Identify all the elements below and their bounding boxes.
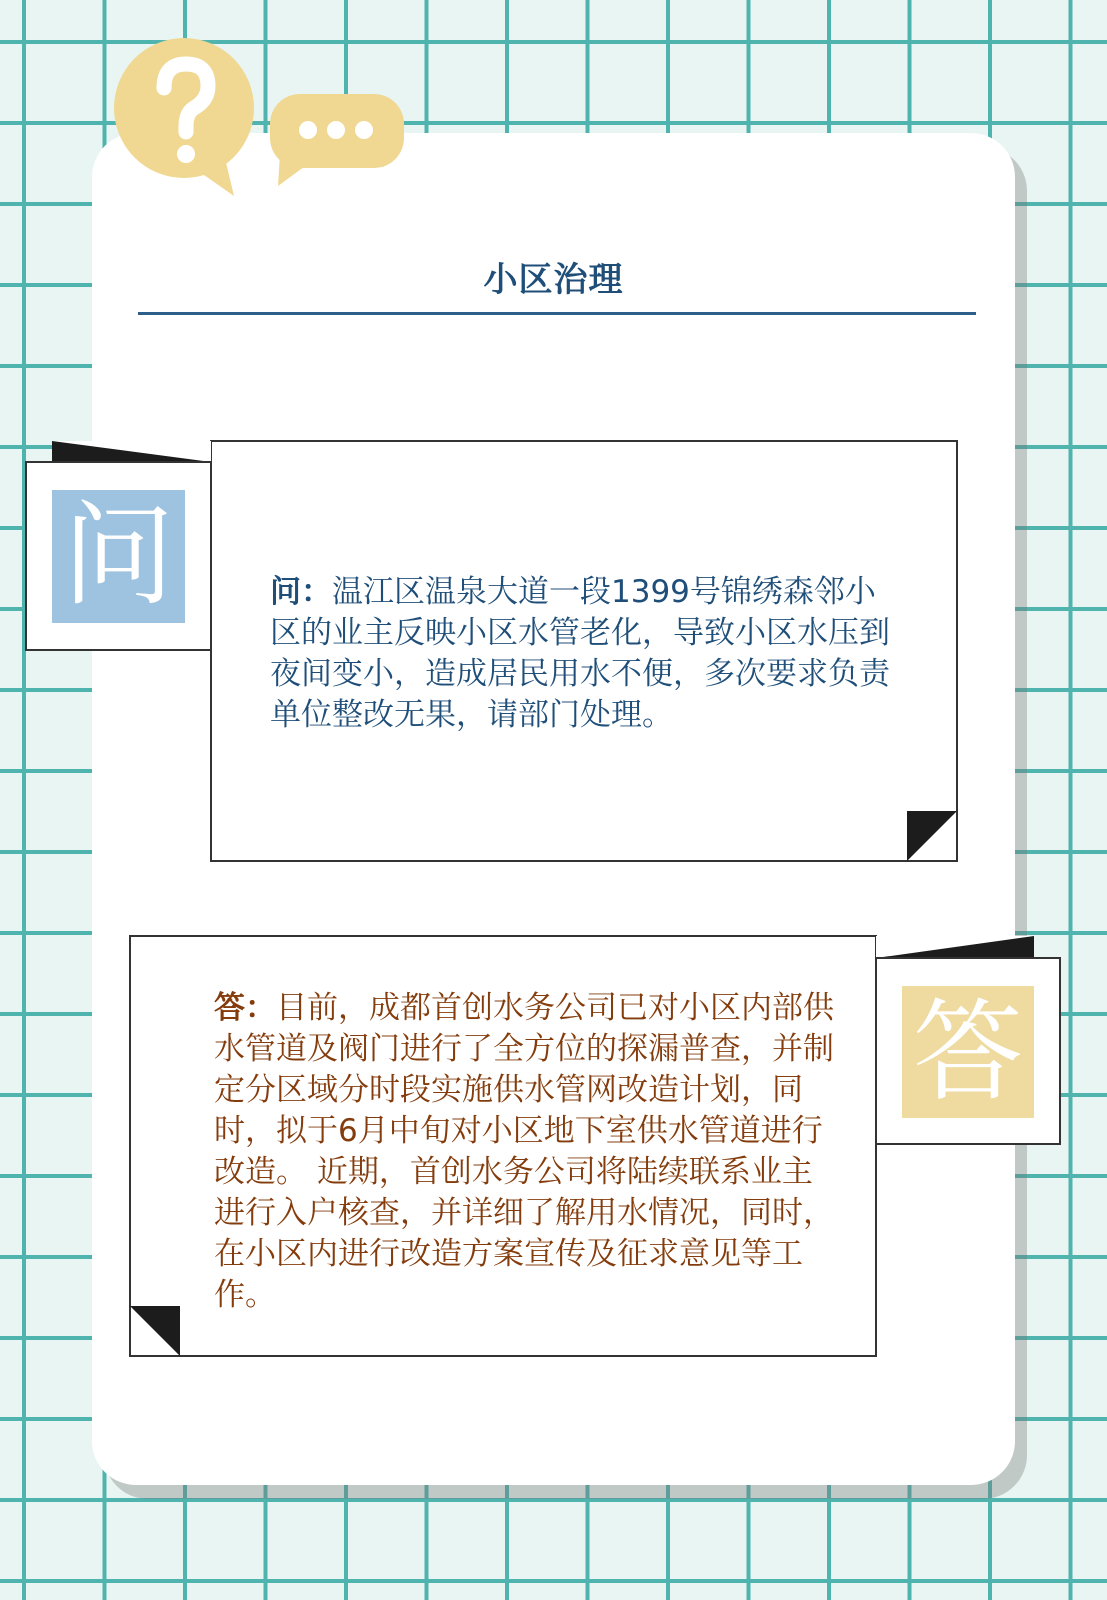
answer-text-block	[214, 988, 834, 1316]
page-title: 小区治理	[483, 260, 624, 300]
answer-body: 目前，成都首创水务公司已对小区内部供水管道及阀门进行了全方位的探漏普查，并制定分区域分时段实施供水管网改造计划，同时，拟于6月中旬对小区地下室供水管道进行改造。 近期，首创水务公司将陆续联系业主进行入户核查，并详细了解用水情况，同时，在小区内进行改造方案宣传及征求意见等工作。	[214, 990, 834, 1313]
question-body: 温江区温泉大道一段1399号锦绣森邻小区的业主反映小区水管老化，导致小区水压到夜间变小，造成居民用水不便，多次要求负责单位整改无果，请部门处理。	[270, 574, 890, 733]
answer-badge: 答	[902, 986, 1034, 1118]
answer-prefix: 答：	[214, 990, 276, 1026]
question-prefix: 问：	[270, 574, 332, 610]
question-badge: 问	[52, 490, 185, 623]
question-text-block	[270, 572, 890, 736]
